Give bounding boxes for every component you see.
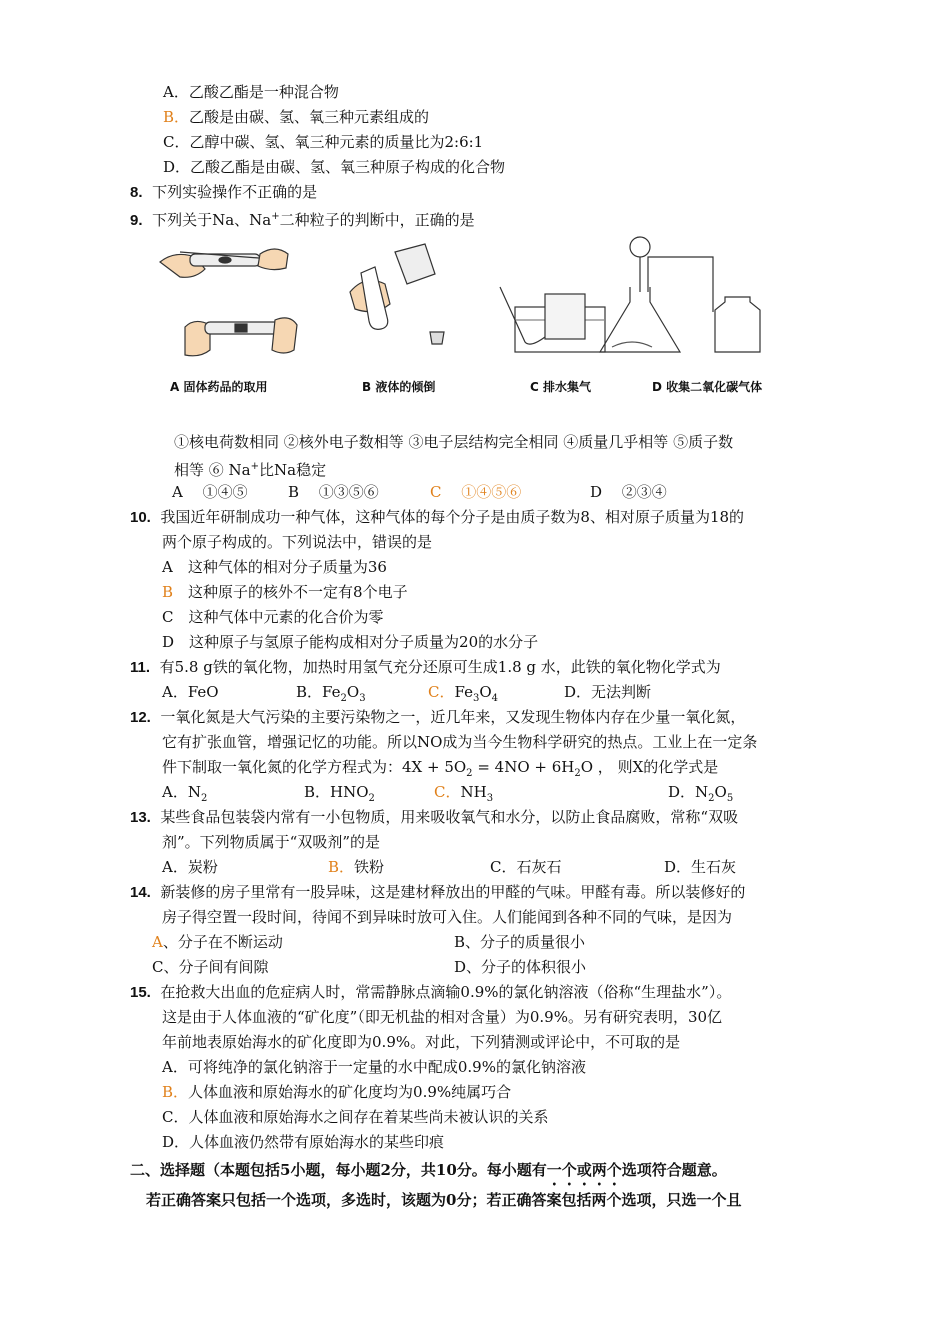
question-text: 有5.8 g铁的氧化物，加热时用氢气充分还原可生成1.8 g 水，此铁的氧化物化学式为 — [159, 658, 721, 676]
figure-caption-b: B 液体的倾倒 — [362, 380, 436, 394]
q12-option-d — [668, 782, 733, 809]
question-number: 15. — [130, 984, 151, 1001]
q10-option-d: D 这种原子与氢原子能构成相对分子质量为20的水分子 — [162, 633, 539, 651]
q11-option-d: D．无法判断 — [564, 683, 652, 701]
superscript: + — [271, 211, 280, 222]
q13-option-a: A．炭粉 — [162, 858, 218, 876]
q11-option-c — [428, 682, 498, 709]
option-text: 铁粉 — [354, 858, 385, 876]
question-text: 一氧化氮是大气污染的主要污染物之一，近几年来，又发现生物体内存在少量一氧化氮， — [160, 708, 746, 726]
question-text: 新装修的房子里常有一股异味，这是建材释放出的甲醛的气味。甲醛有毒。所以装修好的 — [160, 883, 746, 901]
q13-option-b — [328, 857, 384, 877]
formula-text: O — [479, 683, 492, 701]
q11-option-b — [296, 682, 366, 709]
option-letter-answer: A — [152, 933, 163, 951]
option-letter-answer: B — [162, 583, 174, 601]
q14-option-a — [152, 932, 283, 952]
q7-option-c — [163, 132, 483, 152]
subscript: 2 — [368, 793, 375, 804]
q14-option-d: D、分子的体积很小 — [454, 958, 587, 976]
question-10 — [130, 507, 744, 528]
q10-option-b — [162, 582, 408, 602]
formula-text: A．N — [162, 783, 201, 801]
option-text: 乙醇中碳、氢、氧三种元素的质量比为2:6:1 — [189, 133, 484, 151]
question-text: 二种粒子的判断中，正确的是 — [279, 211, 475, 229]
formula-text: O — [714, 783, 727, 801]
q9-option-c-answer: C ①④⑤⑥ — [430, 483, 522, 501]
question-text: 下列关于Na、Na — [152, 211, 272, 229]
option-text: 人体血液和原始海水的矿化度均为0.9%纯属巧合 — [188, 1083, 512, 1101]
question-number: 13. — [130, 809, 151, 826]
figure-caption-d: D 收集二氧化碳气体 — [652, 380, 763, 394]
q9-option-d: D ②③④ — [590, 483, 667, 501]
option-text: 乙酸乙酯是由碳、氢、氧三种原子构成的化合物 — [190, 158, 506, 176]
q12-line3 — [162, 757, 718, 784]
question-text: 下列实验操作不正确的是 — [152, 183, 318, 201]
q7-option-d — [163, 157, 505, 177]
q15-line3: 年前地表原始海水的矿化度即为0.9%。对此，下列猜测或评论中，不可取的是 — [162, 1033, 681, 1051]
option-text: 、分子在不断运动 — [162, 933, 283, 951]
option-letter-answer: B． — [162, 1083, 189, 1101]
section-2-heading — [130, 1160, 727, 1189]
statement-text: 相等 ⑥ Na — [174, 461, 251, 479]
question-13 — [130, 807, 738, 828]
question-text: 某些食品包装袋内常有一小包物质，用来吸收氧气和水分，以防止食品腐败，常称“双吸 — [160, 808, 739, 826]
subscript: 2 — [574, 768, 581, 779]
formula-text: B．Fe — [296, 683, 341, 701]
option-letter-answer: C． — [428, 683, 455, 701]
option-letter: D． — [163, 158, 191, 176]
section-text: 选项符合题意。 — [621, 1161, 727, 1179]
question-text: 我国近年研制成功一种气体，这种气体的每个分子是由质子数为8、相对原子质量为18的 — [160, 508, 745, 526]
subscript: 2 — [708, 793, 715, 804]
question-11 — [130, 657, 721, 678]
figure-caption-c: C 排水集气 — [530, 380, 591, 394]
question-number: 9. — [130, 212, 143, 229]
q15-option-a: A．可将纯净的氯化钠溶于一定量的水中配成0.9%的氯化钠溶液 — [162, 1058, 586, 1076]
question-9 — [130, 207, 475, 231]
figure-caption-a: A 固体药品的取用 — [170, 380, 268, 394]
q15-option-d: D．人体血液仍然带有原始海水的某些印痕 — [162, 1133, 445, 1151]
option-letter: C． — [163, 133, 190, 151]
question-number: 14. — [130, 884, 151, 901]
equation-text: O ， 则X的化学式是 — [580, 758, 719, 776]
subscript: 2 — [340, 693, 347, 704]
q10-line2: 两个原子构成的。下列说法中，错误的是 — [162, 533, 433, 551]
solid-reagent-hands-icon — [160, 249, 288, 277]
q9-option-b: B ①③⑤⑥ — [288, 483, 379, 501]
section-2-instructions: 若正确答案只包括一个选项，多选时，该题为0分；若正确答案包括两个选项，只选一个且 — [146, 1191, 742, 1209]
formula-text: B．HNO — [304, 783, 369, 801]
q14-line2: 房子得空置一段时间，待闻不到异味时放可入住。人们能闻到各种不同的气味，是因为 — [162, 908, 733, 926]
q15-line2: 这是由于人体血液的“矿化度”（即无机盐的相对含量）为0.9%。另有研究表明，30亿 — [162, 1008, 723, 1026]
q14-option-b: B、分子的质量很小 — [454, 933, 586, 951]
question-number: 11. — [130, 659, 151, 676]
option-text: 乙酸是由碳、氢、氧三种元素组成的 — [189, 108, 430, 126]
question-15 — [130, 982, 731, 1003]
option-letter: A． — [163, 83, 189, 101]
q13-line2: 剂”。下列物质属于“双吸剂”的是 — [162, 833, 381, 851]
subscript: 3 — [359, 693, 366, 704]
q7-option-a — [163, 82, 339, 102]
q13-option-d: D．生石灰 — [664, 858, 737, 876]
q7-option-b — [163, 107, 429, 127]
option-text: 乙酸乙酯是一种混合物 — [188, 83, 339, 101]
q11-option-a: A．FeO — [162, 683, 219, 701]
formula-text: Fe — [454, 683, 473, 701]
subscript: 2 — [200, 793, 208, 804]
q10-option-c: C 这种气体中元素的化合价为零 — [162, 608, 384, 626]
q12-line2: 它有扩张血管，增强记忆的功能。所以NO成为当今生物科学研究的热点。工业上在一定条 — [162, 733, 758, 751]
statement-text: 比Na稳定 — [259, 461, 327, 479]
q9-statement-line1: ①核电荷数相同 ②核外电子数相等 ③电子层结构完全相同 ④质量几乎相等 ⑤质子数 — [174, 433, 734, 451]
q15-option-b — [162, 1082, 511, 1102]
subscript: 3 — [472, 693, 480, 704]
formula-text: NH — [460, 783, 487, 801]
question-12 — [130, 707, 745, 728]
question-8 — [130, 182, 317, 203]
formula-text: D．N — [668, 783, 709, 801]
question-text: 在抢救大出血的危症病人时，常需静脉点滴输0.9%的氯化钠溶液（俗称“生理盐水”）。 — [160, 983, 732, 1001]
q12-option-c — [434, 782, 493, 809]
q12-option-a — [162, 782, 207, 809]
question-14 — [130, 882, 745, 903]
liquid-pouring-icon — [350, 244, 444, 344]
emphasized-text: 一个或两个 — [546, 1161, 622, 1179]
q9-statement-line2 — [174, 457, 326, 480]
equation-text: = 4NO + 6H — [472, 758, 575, 776]
superscript: + — [250, 461, 259, 472]
q14-option-c: C、分子间有间隙 — [152, 958, 269, 976]
q13-option-c: C．石灰石 — [490, 858, 562, 876]
q12-option-b — [304, 782, 375, 809]
lab-operations-figure — [150, 232, 810, 372]
equation-text: 件下制取一氧化氮的化学方程式为：4X + 5O — [162, 758, 467, 776]
option-letter-answer: B． — [163, 108, 190, 126]
question-number: 12. — [130, 709, 151, 726]
subscript: 4 — [491, 693, 499, 704]
q10-option-a: A 这种气体的相对分子质量为36 — [162, 558, 387, 576]
subscript: 5 — [726, 793, 734, 804]
section-text: 二、选择题（本题包括5小题，每小题2分，共10分。每小题有 — [130, 1161, 547, 1179]
q15-option-c: C．人体血液和原始海水之间存在着某些尚未被认识的关系 — [162, 1108, 549, 1126]
q9-option-a: A ①④⑤ — [172, 483, 248, 501]
question-number: 8. — [130, 184, 143, 201]
co2-collection-icon — [600, 237, 760, 352]
test-tube-hands-icon — [185, 318, 297, 356]
option-letter-answer: B． — [328, 858, 355, 876]
subscript: 2 — [466, 768, 473, 779]
water-displacement-icon — [500, 287, 605, 352]
option-letter-answer: C． — [434, 783, 461, 801]
option-text: 这种原子的核外不一定有8个电子 — [173, 583, 408, 601]
subscript: 3 — [486, 793, 494, 804]
question-number: 10. — [130, 509, 151, 526]
formula-text: O — [346, 683, 360, 701]
